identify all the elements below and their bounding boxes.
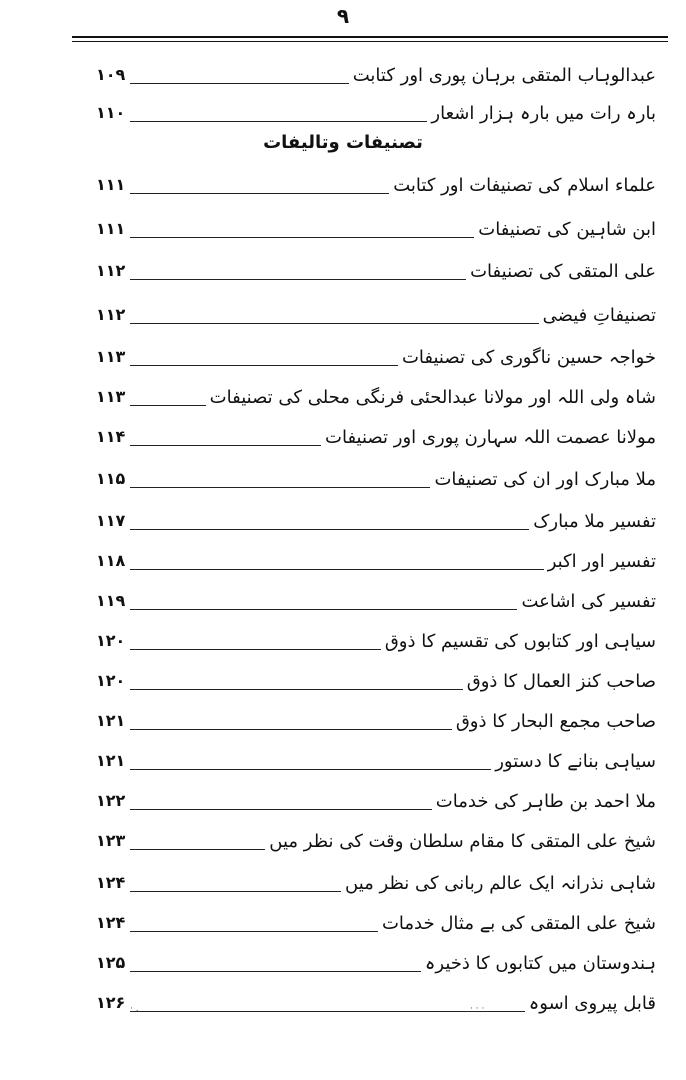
toc-entry-page: ۱۲۴ bbox=[96, 873, 126, 892]
toc-entry-page: ۱۱۲ bbox=[96, 305, 126, 324]
toc-entry bbox=[96, 580, 656, 616]
toc-entry-page: ۱۱۵ bbox=[96, 469, 126, 488]
toc-entry-title: ملا احمد بن طاہر کی خدمات bbox=[435, 791, 656, 812]
toc-entry-page: ۱۲۴ bbox=[96, 913, 126, 932]
toc-entry bbox=[96, 208, 656, 244]
toc-leader-line bbox=[130, 809, 432, 810]
toc-leader-line bbox=[130, 405, 206, 406]
toc-entry bbox=[96, 250, 656, 286]
toc-entry-title: تفسیر ملا مبارک bbox=[533, 511, 656, 532]
toc-leader-line bbox=[130, 729, 452, 730]
toc-entry bbox=[96, 740, 656, 776]
toc-leader-line bbox=[130, 323, 539, 324]
toc-entry bbox=[96, 942, 656, 978]
toc-leader-line bbox=[130, 891, 341, 892]
toc-leader-line bbox=[130, 569, 544, 570]
toc-entry bbox=[96, 376, 656, 412]
toc-leader-line bbox=[130, 487, 430, 488]
scan-mark: · . bbox=[130, 1004, 139, 1014]
toc-leader-line bbox=[130, 849, 265, 850]
toc-entry-page: ۱۱۴ bbox=[96, 427, 126, 446]
toc-leader-line bbox=[130, 769, 491, 770]
toc-leader-line bbox=[130, 1011, 525, 1012]
toc-entry-title: ابن شاہین کی تصنیفات bbox=[478, 219, 656, 240]
toc-entry-title: مولانا عصمت اللہ سہارن پوری اور تصنیفات bbox=[325, 427, 656, 448]
toc-entry-page: ۱۲۶ bbox=[96, 993, 126, 1012]
toc-leader-line bbox=[130, 931, 378, 932]
toc-entry-page: ۱۱۳ bbox=[96, 347, 126, 366]
toc-entry-title: شاہ ولی اللہ اور مولانا عبدالحئی فرنگی محلی کی تصنیفات bbox=[209, 387, 656, 408]
toc-entry-title: تصنیفاتِ فیضی bbox=[542, 305, 656, 326]
page-number: ۹ bbox=[336, 4, 350, 28]
toc-leader-line bbox=[130, 445, 321, 446]
toc-entry bbox=[96, 700, 656, 736]
toc-entry bbox=[96, 416, 656, 452]
toc-leader-line bbox=[130, 83, 349, 84]
toc-entry bbox=[96, 92, 656, 128]
toc-entry-page: ۱۲۰ bbox=[96, 631, 126, 650]
toc-entry bbox=[96, 902, 656, 938]
toc-leader-line bbox=[130, 237, 474, 238]
toc-entry-title: بارہ رات میں بارہ ہزار اشعار bbox=[431, 103, 656, 124]
toc-entry-title: ملا مبارک اور ان کی تصنیفات bbox=[434, 469, 656, 490]
toc-entry-page: ۱۲۵ bbox=[96, 953, 126, 972]
toc-entry-title: عبدالوہاب المتقی برہان پوری اور کتابت bbox=[352, 65, 656, 86]
toc-entry bbox=[96, 54, 656, 90]
toc-leader-line bbox=[130, 689, 463, 690]
toc-entry bbox=[96, 500, 656, 536]
toc-entry bbox=[96, 294, 656, 330]
toc-entry bbox=[96, 820, 656, 856]
toc-entry-title: تفسیر اور اکبر bbox=[547, 551, 656, 572]
toc-entry-page: ۱۲۲ bbox=[96, 791, 126, 810]
toc-entry-page: ۱۱۳ bbox=[96, 387, 126, 406]
toc-leader-line bbox=[130, 609, 517, 610]
toc-entry-page: ۱۲۱ bbox=[96, 751, 126, 770]
toc-entry bbox=[96, 862, 656, 898]
toc-entry-title: صاحب مجمع البحار کا ذوق bbox=[455, 711, 656, 732]
toc-entry-title: شیخ علی المتقی کا مقام سلطان وقت کی نظر میں bbox=[269, 831, 656, 852]
toc-entry-page: ۱۱۹ bbox=[96, 591, 126, 610]
toc-entry-page: ۱۱۲ bbox=[96, 261, 126, 280]
toc-entry bbox=[96, 458, 656, 494]
toc-entry-title: تفسیر کی اشاعت bbox=[521, 591, 656, 612]
toc-entry-page: ۱۱۰ bbox=[96, 103, 126, 122]
toc-entry-title: شیخ علی المتقی کی بے مثال خدمات bbox=[381, 913, 656, 934]
toc-entry-title: شاہی نذرانہ ایک عالم ربانی کی نظر میں bbox=[345, 873, 656, 894]
toc-entry-page: ۱۱۱ bbox=[96, 175, 126, 194]
toc-entry-page: ۱۲۳ bbox=[96, 831, 126, 850]
section-heading: تصنیفات وتالیفات bbox=[263, 132, 423, 153]
toc-leader-line bbox=[130, 971, 421, 972]
toc-entry-title: قابل پیروی اسوہ bbox=[528, 993, 656, 1014]
toc-entry bbox=[96, 164, 656, 200]
toc-entry-title: سیاہی بنانے کا دستور bbox=[495, 751, 656, 772]
toc-entry-title: علی المتقی کی تصنیفات bbox=[470, 261, 656, 282]
header-rule-thick bbox=[72, 36, 668, 38]
toc-entry-title: ہندوستان میں کتابوں کا ذخیرہ bbox=[424, 953, 656, 974]
toc-entry-page: ۱۱۷ bbox=[96, 511, 126, 530]
toc-leader-line bbox=[130, 365, 398, 366]
toc-entry bbox=[96, 540, 656, 576]
toc-entry bbox=[96, 336, 656, 372]
toc-entry-page: ۱۲۱ bbox=[96, 711, 126, 730]
toc-leader-line bbox=[130, 649, 381, 650]
toc-entry-page: ۱۰۹ bbox=[96, 65, 126, 84]
toc-entry-title: سیاہی اور کتابوں کی تقسیم کا ذوق bbox=[384, 631, 656, 652]
toc-entry-page: ۱۲۰ bbox=[96, 671, 126, 690]
toc-entry bbox=[96, 780, 656, 816]
header-rule-thin bbox=[72, 41, 668, 42]
toc-entry bbox=[96, 620, 656, 656]
toc-entry bbox=[96, 982, 656, 1018]
toc-entry-page: ۱۱۱ bbox=[96, 219, 126, 238]
toc-leader-line bbox=[130, 529, 529, 530]
scan-mark: · · · bbox=[470, 1004, 485, 1014]
toc-entry-title: علماء اسلام کی تصنیفات اور کتابت bbox=[393, 175, 656, 196]
toc-entry bbox=[96, 660, 656, 696]
toc-leader-line bbox=[130, 121, 427, 122]
toc-leader-line bbox=[130, 279, 466, 280]
toc-entry-page: ۱۱۸ bbox=[96, 551, 126, 570]
toc-leader-line bbox=[130, 193, 389, 194]
toc-entry-title: صاحب کنز العمال کا ذوق bbox=[466, 671, 656, 692]
toc-entry-title: خواجہ حسین ناگوری کی تصنیفات bbox=[401, 347, 656, 368]
